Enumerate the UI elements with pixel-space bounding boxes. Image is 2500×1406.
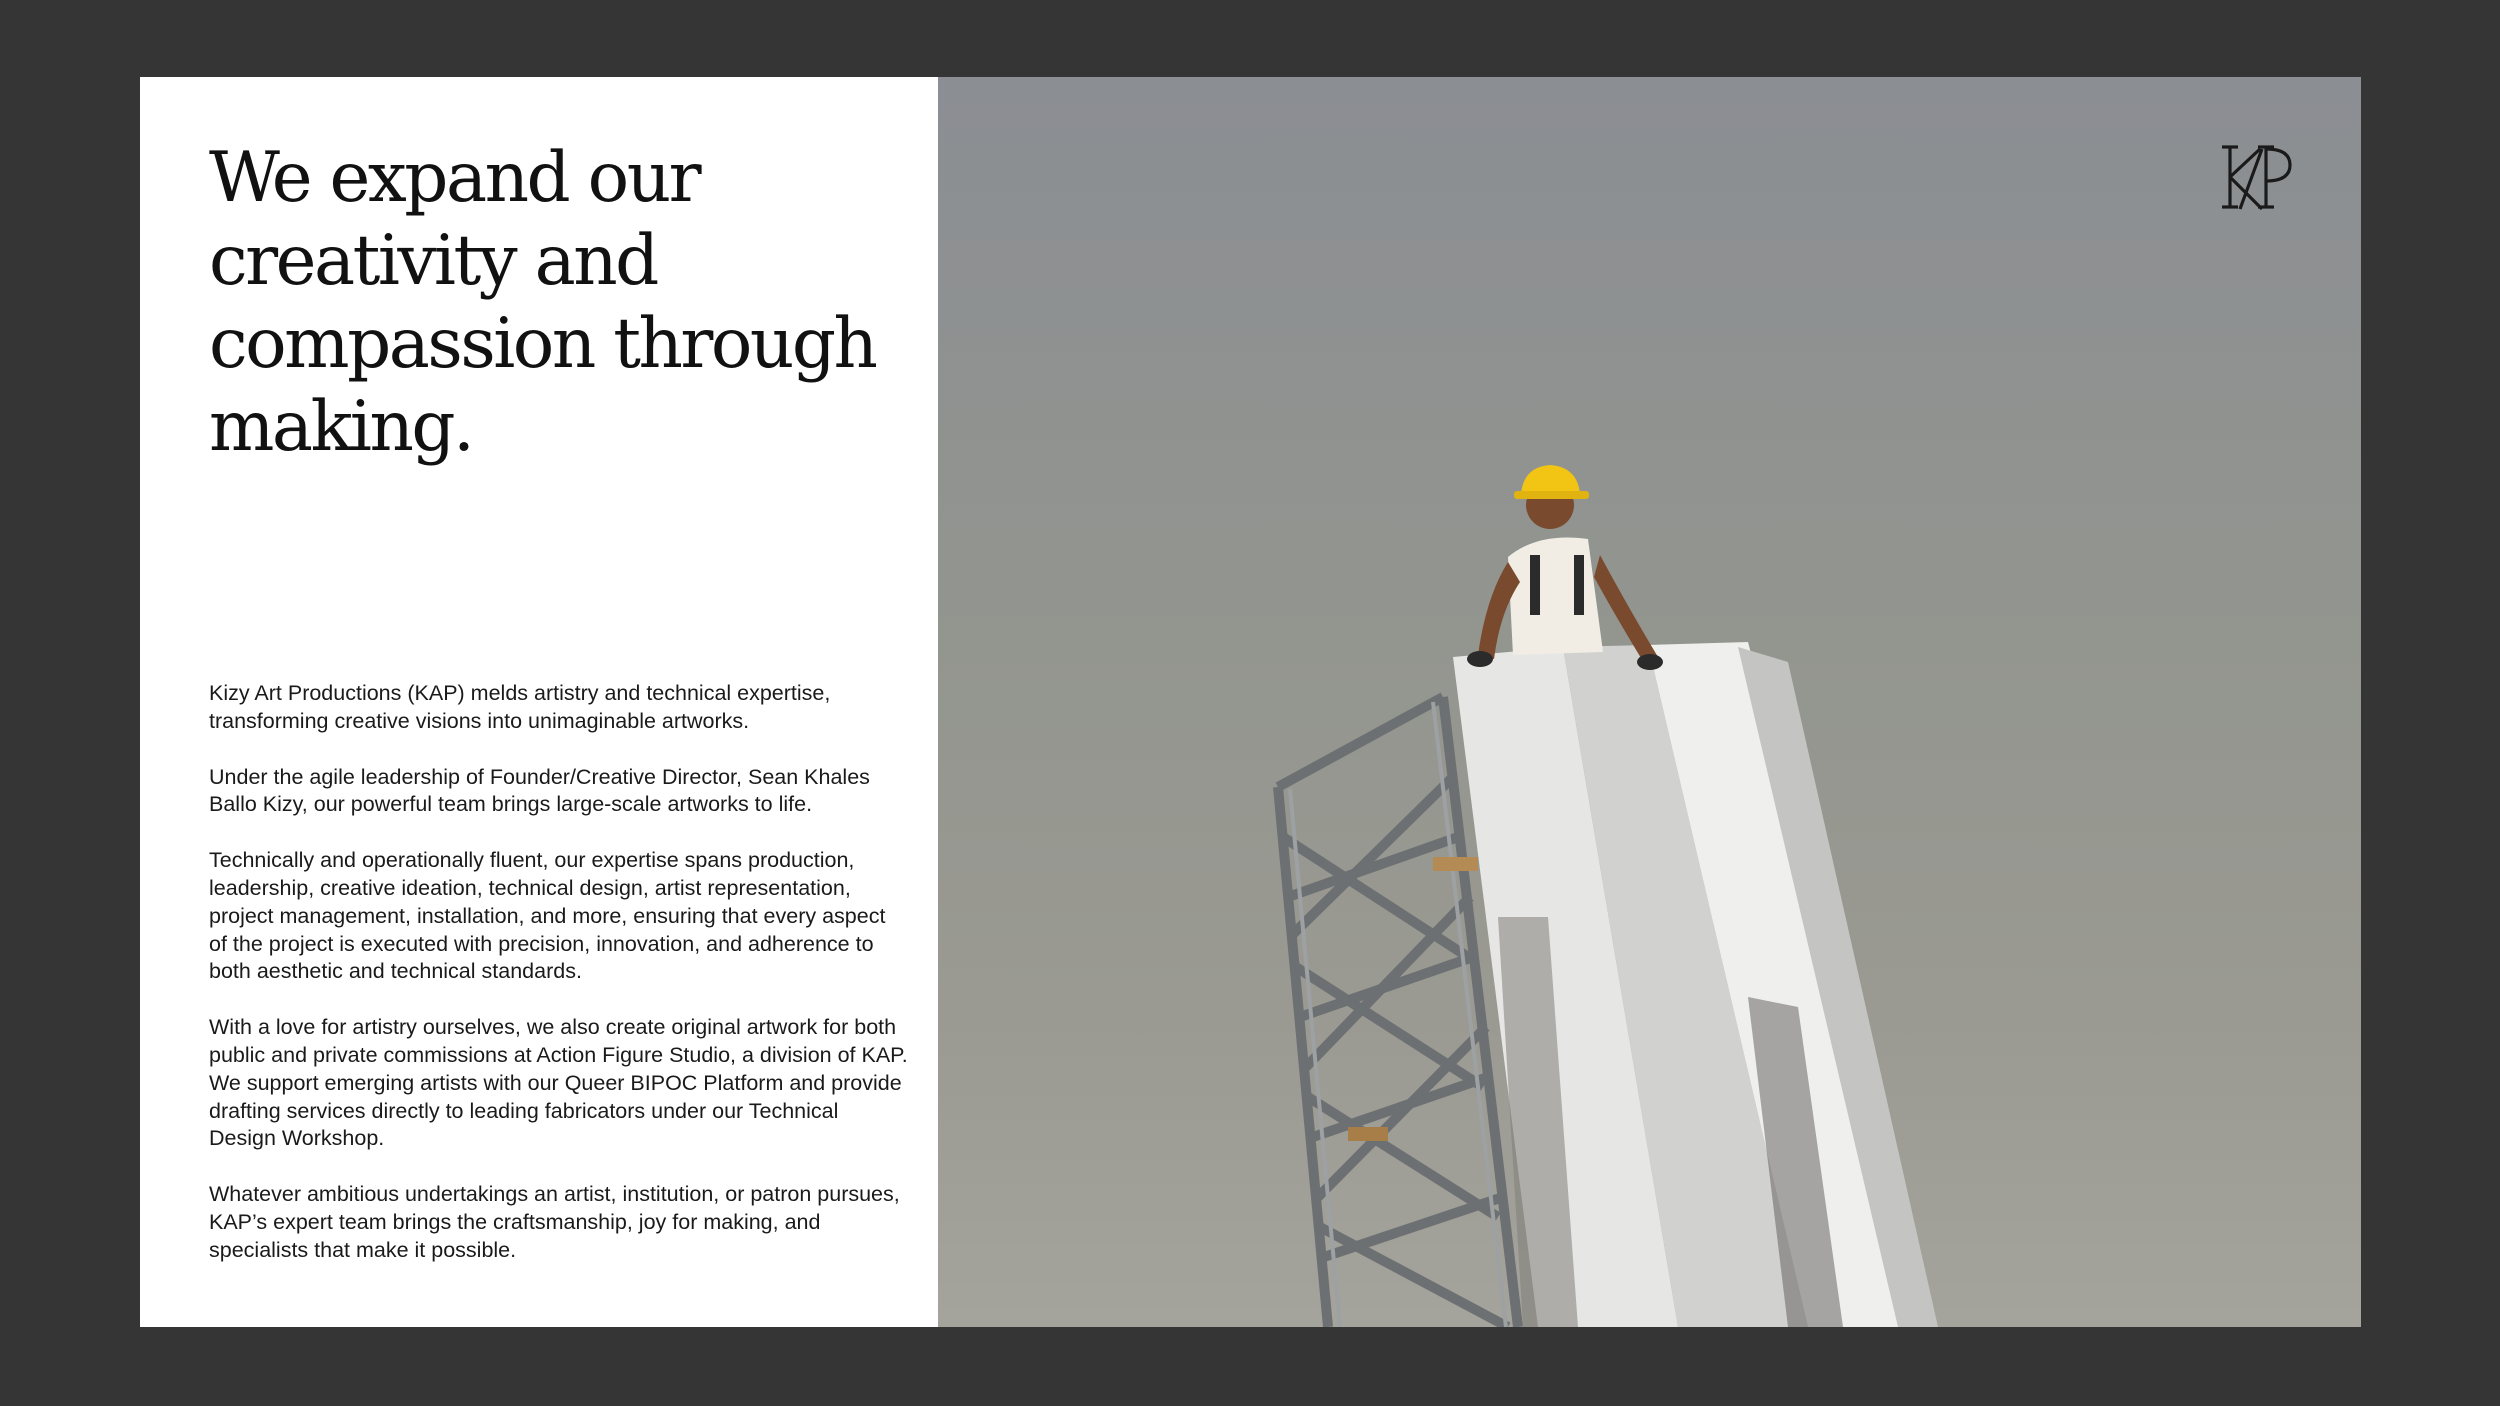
hardhat-icon — [1521, 465, 1580, 495]
mirror-column — [1453, 642, 1938, 1327]
text-panel — [140, 77, 938, 1327]
paragraph-leadership: Under the agile leadership of Founder/Creative Director, Sean Khales Ballo Kizy, our powerful team brings large-scale artworks to life. — [209, 764, 870, 817]
worker-figure — [1467, 465, 1663, 670]
plank — [1348, 1127, 1388, 1141]
paragraph-artistry: With a love for artistry ourselves, we also create original artwork for both public and private commissions at Action Figure Studio, a division of KAP. We support emerging artists with our Queer BIPOC Platform and provide drafting services directly to leading fabricators under our Technical Design Workshop. — [209, 1015, 908, 1151]
kap-monogram-logo — [2216, 143, 2296, 213]
paragraph-closing: Whatever ambitious undertakings an artist, institution, or patron pursues, KAP’s expert team brings the craftsmanship, joy for making, and specialists that make it possible. — [209, 1182, 900, 1262]
sculpture-installation-image — [938, 77, 2361, 1327]
body-copy — [209, 680, 909, 1293]
paragraph-intro: Kizy Art Productions (KAP) melds artistry and technical expertise, transforming creative visions into unimaginable artworks. — [209, 681, 831, 733]
headline: We expand our creativity and compassion through making. — [209, 138, 876, 467]
paragraph-expertise: Technically and operationally fluent, our expertise spans production, leadership, creative ideation, technical design, artist representation, project management, installation, and more, ensuring that every aspect of the project is executed with precision, innovation, and adherence to both aesthetic and technical standards. — [209, 848, 886, 984]
about-slide — [140, 77, 2361, 1327]
plank — [1433, 857, 1478, 871]
hero-photo — [938, 77, 2361, 1327]
